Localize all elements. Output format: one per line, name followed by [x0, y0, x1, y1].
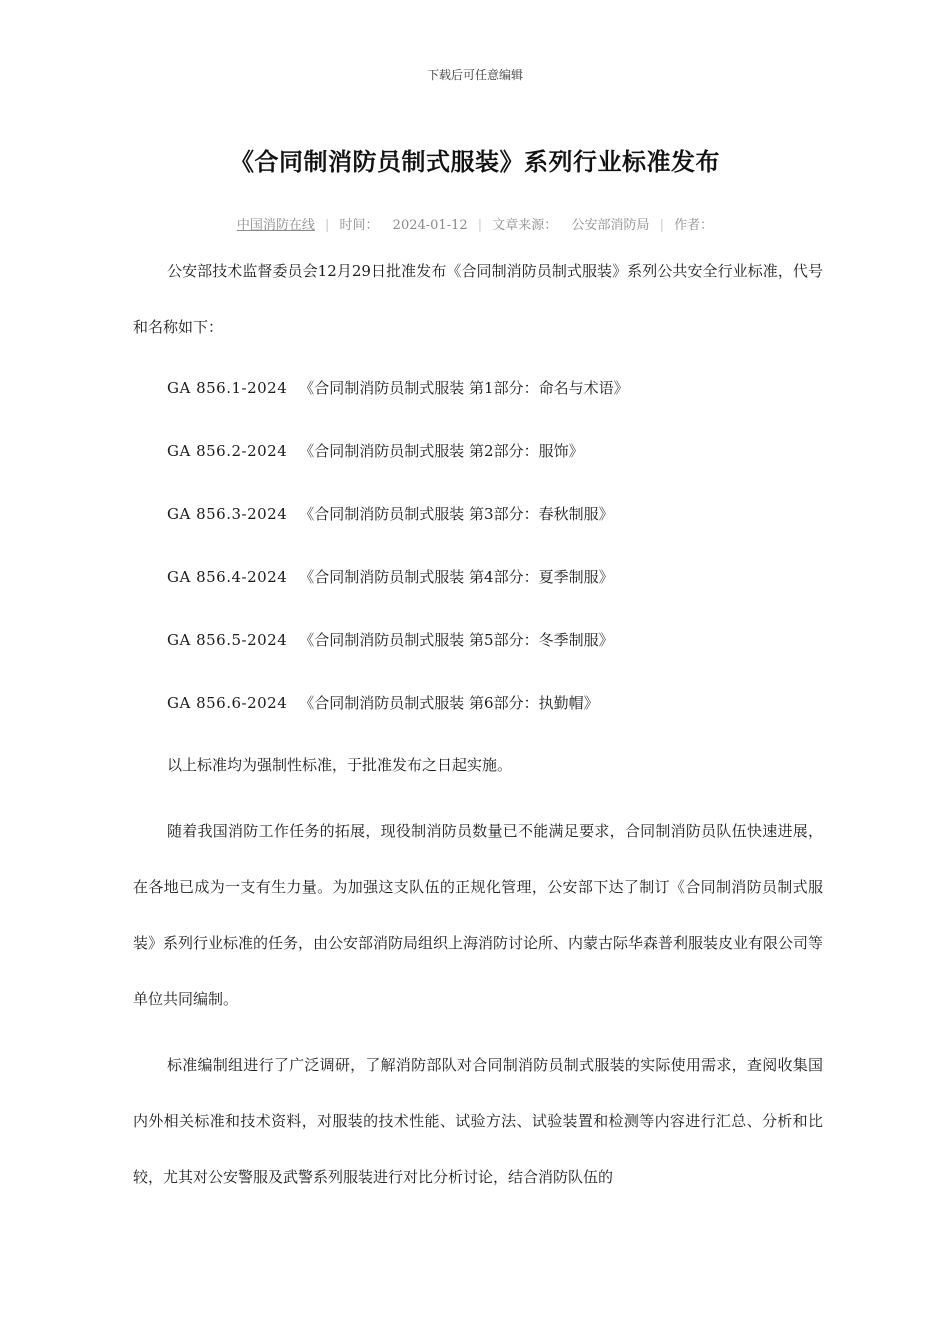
article-title: 《合同制消防员制式服装》系列行业标准发布 — [230, 147, 720, 176]
standard-item — [133, 483, 823, 546]
standard-code: GA 856.5-2024 — [167, 631, 288, 649]
origin-label: 文章来源： — [492, 218, 558, 233]
origin-value: 公安部消防局 — [571, 218, 650, 233]
research-paragraph: 标准编制组进行了广泛调研，了解消防部队对合同制消防员制式服装的实际使用需求，查阅收集国内外相关标准和技术资料，对服装的技术性能、试验方法、试验装置和检测等内容进行汇总、分析和比较，尤其对公安警服及武警系列服装进行对比分析讨论，结合消防队伍的 — [133, 1056, 823, 1186]
standard-item — [133, 546, 823, 609]
time-label: 时间： — [339, 218, 379, 233]
standard-name: 《合同制消防员制式服装 第6部分：执勤帽》 — [299, 694, 599, 712]
article-meta — [0, 214, 950, 233]
standard-code: GA 856.3-2024 — [167, 505, 288, 523]
standard-name: 《合同制消防员制式服装 第5部分：冬季制服》 — [299, 631, 614, 649]
header-note: 下载后可任意编辑 — [426, 68, 523, 82]
meta-divider: | — [477, 218, 483, 233]
standard-code: GA 856.1-2024 — [167, 379, 288, 397]
standard-item — [133, 609, 823, 672]
standard-item — [133, 357, 823, 420]
intro-paragraph: 公安部技术监督委员会12月29日批准发布《合同制消防员制式服装》系列公共安全行业标准，代号和名称如下： — [133, 262, 823, 336]
article-body — [133, 243, 823, 1205]
standard-code: GA 856.4-2024 — [167, 568, 288, 586]
standard-code: GA 856.6-2024 — [167, 694, 288, 712]
source-site-link[interactable]: 中国消防在线 — [236, 218, 315, 233]
background-paragraph: 随着我国消防工作任务的拓展，现役制消防员数量已不能满足要求，合同制消防员队伍快速进展，在各地已成为一支有生力量。为加强这支队伍的正规化管理，公安部下达了制订《合同制消防员制式服装》系列行业标准的任务，由公安部消防局组织上海消防讨论所、内蒙古际华森普利服装皮业有限公司等单位共同编制。 — [133, 822, 824, 1008]
standard-item — [133, 420, 823, 483]
meta-divider: | — [659, 218, 664, 233]
publish-date: 2024-01-12 — [392, 218, 468, 233]
author-label: 作者： — [674, 218, 714, 233]
standard-name: 《合同制消防员制式服装 第4部分：夏季制服》 — [299, 568, 614, 586]
standard-name: 《合同制消防员制式服装 第2部分：服饰》 — [299, 442, 584, 460]
standard-code: GA 856.2-2024 — [167, 442, 288, 460]
mandatory-paragraph: 以上标准均为强制性标准，于批准发布之日起实施。 — [167, 756, 513, 774]
standard-name: 《合同制消防员制式服装 第1部分：命名与术语》 — [299, 379, 629, 397]
standard-item — [133, 672, 823, 735]
standard-name: 《合同制消防员制式服装 第3部分：春秋制服》 — [299, 505, 614, 523]
meta-divider: | — [324, 218, 330, 233]
